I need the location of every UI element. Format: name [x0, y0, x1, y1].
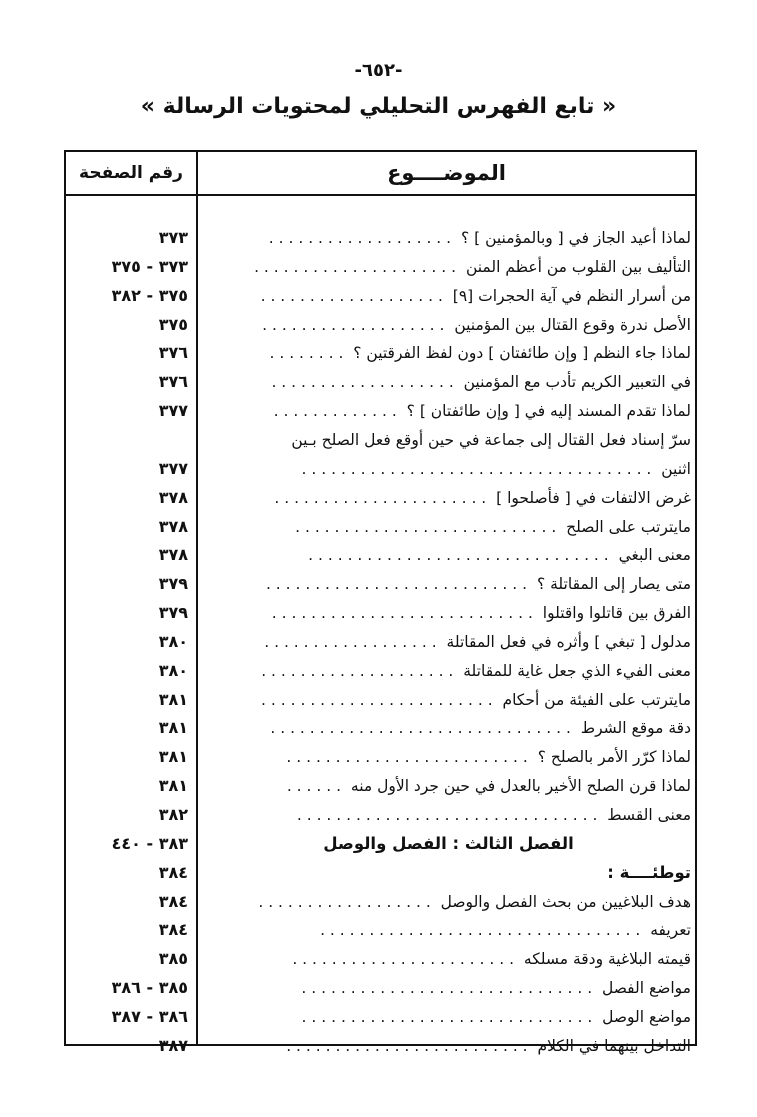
table-row — [66, 1032, 699, 1060]
table-row — [66, 282, 699, 310]
row-page-number: ٣٧٧ — [158, 458, 188, 478]
row-page-number: ٣٨٤ — [158, 920, 188, 940]
table-row — [66, 945, 699, 973]
leader-dots: . . . . . . . . . . . . . . . . . . . — [268, 229, 452, 247]
topic-text: مايترتب على الصلح — [566, 517, 691, 536]
topic-text: دقة موقع الشرط — [580, 719, 691, 738]
topic-text: لماذا تقدم المسند إليه في [ وإن طائفتان ] ؟ — [406, 402, 691, 421]
row-page-number: ٣٨١ — [158, 776, 188, 796]
table-row — [66, 1003, 699, 1031]
table-row — [66, 484, 699, 512]
row-page-number: ٣٧٥ - ٣٨٢ — [111, 285, 188, 305]
topic-text: لماذا أعيد الجاز في [ وبالمؤمنين ] ؟ — [460, 229, 691, 247]
topic-text: من أسرار النظم في آية الحجرات [٩] — [452, 286, 691, 305]
row-topic — [206, 801, 691, 829]
leader-dots: . . . . . . . . . . . . . . . . . . . . . . . . . . . — [271, 604, 533, 623]
row-page-number: ٣٧٥ — [158, 314, 188, 334]
row-topic — [206, 916, 691, 944]
row-page-number: ٣٨٤ — [158, 862, 188, 882]
leader-dots: . . . . . . . . . . . . . . . . . . . . . . . . — [261, 690, 493, 709]
table-row — [66, 974, 699, 1002]
table-row — [66, 801, 699, 829]
row-topic — [206, 772, 691, 800]
leader-dots: . . . . . . . . . . . . . . . . . . . . . . . . . . . . . . . — [270, 719, 571, 738]
table-row — [66, 916, 699, 944]
row-topic — [206, 368, 691, 396]
table-row — [66, 772, 699, 800]
row-page-number: ٣٨٠ — [158, 660, 188, 680]
table-row — [66, 541, 699, 569]
row-topic — [206, 570, 691, 598]
table-row — [66, 513, 699, 541]
topic-text: مواضع الفصل — [601, 979, 691, 998]
row-topic — [206, 628, 691, 656]
row-page-number: ٣٧٩ — [158, 574, 188, 594]
table-row — [66, 743, 699, 771]
row-topic — [206, 888, 691, 916]
leader-dots: . . . . . . . . . . . . . . . . . . . . . . . . . . . . . . . . . — [320, 921, 641, 940]
topic-text: لماذا كرّر الأمر بالصلح ؟ — [537, 748, 691, 767]
row-page-number: ٣٧٧ — [158, 401, 188, 421]
leader-dots: . . . . . . . . . . . . . . . . . . . — [271, 373, 454, 392]
row-topic — [206, 859, 691, 887]
index-table — [64, 150, 697, 1055]
header-page-number: رقم الصفحة — [79, 163, 183, 183]
leader-dots: . . . . . . . . . . . . . . . . . . . . . . . . . . . . . . . — [296, 806, 598, 824]
topic-text: التداخل بينهما في الكلام — [537, 1036, 691, 1055]
topic-text: معنى البغي — [618, 546, 691, 565]
row-page-number: ٣٧٦ — [158, 343, 188, 363]
row-page-number: ٣٧٦ — [158, 372, 188, 392]
row-page-number: ٣٧٣ - ٣٧٥ — [111, 256, 188, 276]
table-row — [66, 311, 699, 339]
topic-text: في التعبير الكريم تأدب مع المؤمنين — [463, 373, 691, 392]
leader-dots: . . . . . . . . . . . . . . . . . . . . . . . . . — [286, 1036, 528, 1055]
row-topic — [206, 830, 691, 858]
row-page-number: ٣٧٨ — [158, 516, 188, 536]
row-page-number: ٣٧٨ — [158, 487, 188, 507]
table-row — [66, 368, 699, 396]
table-row — [66, 397, 699, 425]
table-row — [66, 599, 699, 627]
row-topic — [206, 1032, 691, 1060]
table-row — [66, 224, 699, 252]
leader-dots: . . . . . . . . . . . . . . . . . . . . . . . . . . . — [265, 575, 528, 594]
row-page-number: ٣٨١ — [158, 747, 188, 767]
header-topic: الموضــــوع — [387, 161, 506, 185]
leader-dots: . . . . . . . . — [269, 344, 344, 363]
row-page-number: ٣٧٨ — [158, 545, 188, 565]
row-page-number: ٣٨٥ — [158, 949, 188, 969]
leader-dots: . . . . . . . . . . . . . . . . . . . . . . . . . — [286, 748, 528, 767]
row-page-number: ٣٨٣ - ٤٤٠ — [111, 833, 188, 853]
row-topic — [206, 657, 691, 685]
table-row — [66, 830, 699, 858]
row-topic — [206, 397, 691, 425]
row-topic — [206, 224, 691, 252]
table-row — [66, 339, 699, 367]
leader-dots: . . . . . . — [286, 777, 342, 796]
row-page-number: ٣٧٩ — [158, 603, 188, 623]
leader-dots: . . . . . . . . . . . . . — [273, 402, 397, 421]
topic-text: مدلول [ تبغي ] وأثره في فعل المقاتلة — [446, 632, 691, 651]
topic-text: مايترتب على الفيئة من أحكام — [502, 690, 691, 709]
topic-text: تعريفه — [650, 921, 691, 940]
row-topic — [206, 282, 691, 310]
table-header — [66, 152, 695, 196]
leader-dots: . . . . . . . . . . . . . . . . . . — [264, 632, 437, 651]
row-topic — [206, 455, 691, 483]
topic-text: متى يصار إلى المقاتلة ؟ — [536, 575, 691, 594]
row-topic — [206, 484, 691, 512]
table-row — [66, 714, 699, 742]
topic-text: الأصل ندرة وقوع القتال بين المؤمنين — [454, 315, 691, 334]
table-row — [66, 859, 699, 887]
row-topic — [206, 686, 691, 714]
row-topic — [206, 339, 691, 367]
table-row — [66, 426, 699, 454]
row-page-number: ٣٨١ — [158, 689, 188, 709]
topic-text: لماذا قرن الصلح الأخير بالعدل في حين جرد الأول منه — [350, 777, 691, 796]
topic-text: الفرق بين قاتلوا واقتلوا — [542, 604, 691, 623]
row-topic — [206, 1003, 691, 1031]
table-row — [66, 628, 699, 656]
leader-dots: . . . . . . . . . . . . . . . . . . . . . . . . . . . . . . — [301, 1007, 593, 1026]
row-topic — [206, 974, 691, 1002]
row-page-number — [66, 426, 188, 454]
leader-dots: . . . . . . . . . . . . . . . . . . . . . . . . . . . . . . — [301, 979, 593, 998]
topic-text: مواضع الوصل — [602, 1007, 691, 1026]
row-page-number: ٣٨٦ - ٣٨٧ — [111, 1006, 188, 1026]
row-topic — [206, 743, 691, 771]
row-page-number: ٣٨٧ — [158, 1035, 188, 1055]
leader-dots: . . . . . . . . . . . . . . . . . . . . . — [254, 257, 457, 276]
row-topic — [206, 311, 691, 339]
row-topic — [206, 599, 691, 627]
table-row — [66, 570, 699, 598]
leader-dots: . . . . . . . . . . . . . . . . . . . — [260, 286, 443, 305]
leader-dots: . . . . . . . . . . . . . . . . . . . . . . . . . . . — [295, 517, 557, 536]
leader-dots: . . . . . . . . . . . . . . . . . . — [258, 892, 431, 911]
leader-dots: . . . . . . . . . . . . . . . . . . . . . . . . . . . . . . . — [308, 546, 609, 565]
leader-dots: . . . . . . . . . . . . . . . . . . . — [262, 315, 445, 334]
topic-text: هدف البلاغيين من بحث الفصل والوصل — [440, 892, 691, 911]
table-row — [66, 657, 699, 685]
topic-text: قيمته البلاغية ودقة مسلكه — [523, 950, 691, 969]
page-number: -٦٥٢- — [354, 60, 403, 81]
row-topic — [206, 541, 691, 569]
page-title: « تابع الفهرس التحليلي لمحتويات الرسالة » — [140, 94, 617, 119]
table-row — [66, 455, 699, 483]
topic-text: الفصل الثالث : الفصل والوصل — [323, 833, 574, 853]
row-page-number: ٣٨٠ — [158, 631, 188, 651]
leader-dots: . . . . . . . . . . . . . . . . . . . . . . — [274, 488, 487, 507]
leader-dots: . . . . . . . . . . . . . . . . . . . . . . . — [292, 950, 515, 969]
topic-text: اثنين — [661, 459, 691, 478]
topic-text: سرّ إسناد فعل القتال إلى جماعة في حين أوقع فعل الصلح بـين — [291, 430, 691, 449]
row-topic — [206, 426, 691, 454]
row-page-number: ٣٨٥ - ٣٨٦ — [111, 978, 188, 998]
row-page-number: ٣٨٤ — [158, 891, 188, 911]
row-topic — [206, 714, 691, 742]
row-page-number: ٣٨١ — [158, 718, 188, 738]
row-page-number: ٣٧٣ — [158, 228, 188, 247]
topic-text: لماذا جاء النظم [ وإن طائفتان ] دون لفظ الفرقتين ؟ — [353, 344, 691, 363]
topic-text: توطئــــة : — [607, 862, 691, 882]
table-row — [66, 686, 699, 714]
row-topic — [206, 945, 691, 973]
table-row — [66, 253, 699, 281]
topic-text: التأليف بين القلوب من أعظم المنن — [465, 257, 691, 276]
leader-dots: . . . . . . . . . . . . . . . . . . . . . . . . . . . . . . . . . . . . — [301, 459, 652, 478]
topic-text: معنى القسط — [607, 806, 691, 824]
topic-text: معنى الفيء الذي جعل غاية للمقاتلة — [463, 661, 691, 680]
table-row — [66, 888, 699, 916]
row-page-number: ٣٨٢ — [158, 805, 188, 824]
topic-text: غرض الالتفات في [ فأصلحوا ] — [496, 488, 691, 507]
row-topic — [206, 253, 691, 281]
leader-dots: . . . . . . . . . . . . . . . . . . . . — [261, 661, 454, 680]
row-topic — [206, 513, 691, 541]
